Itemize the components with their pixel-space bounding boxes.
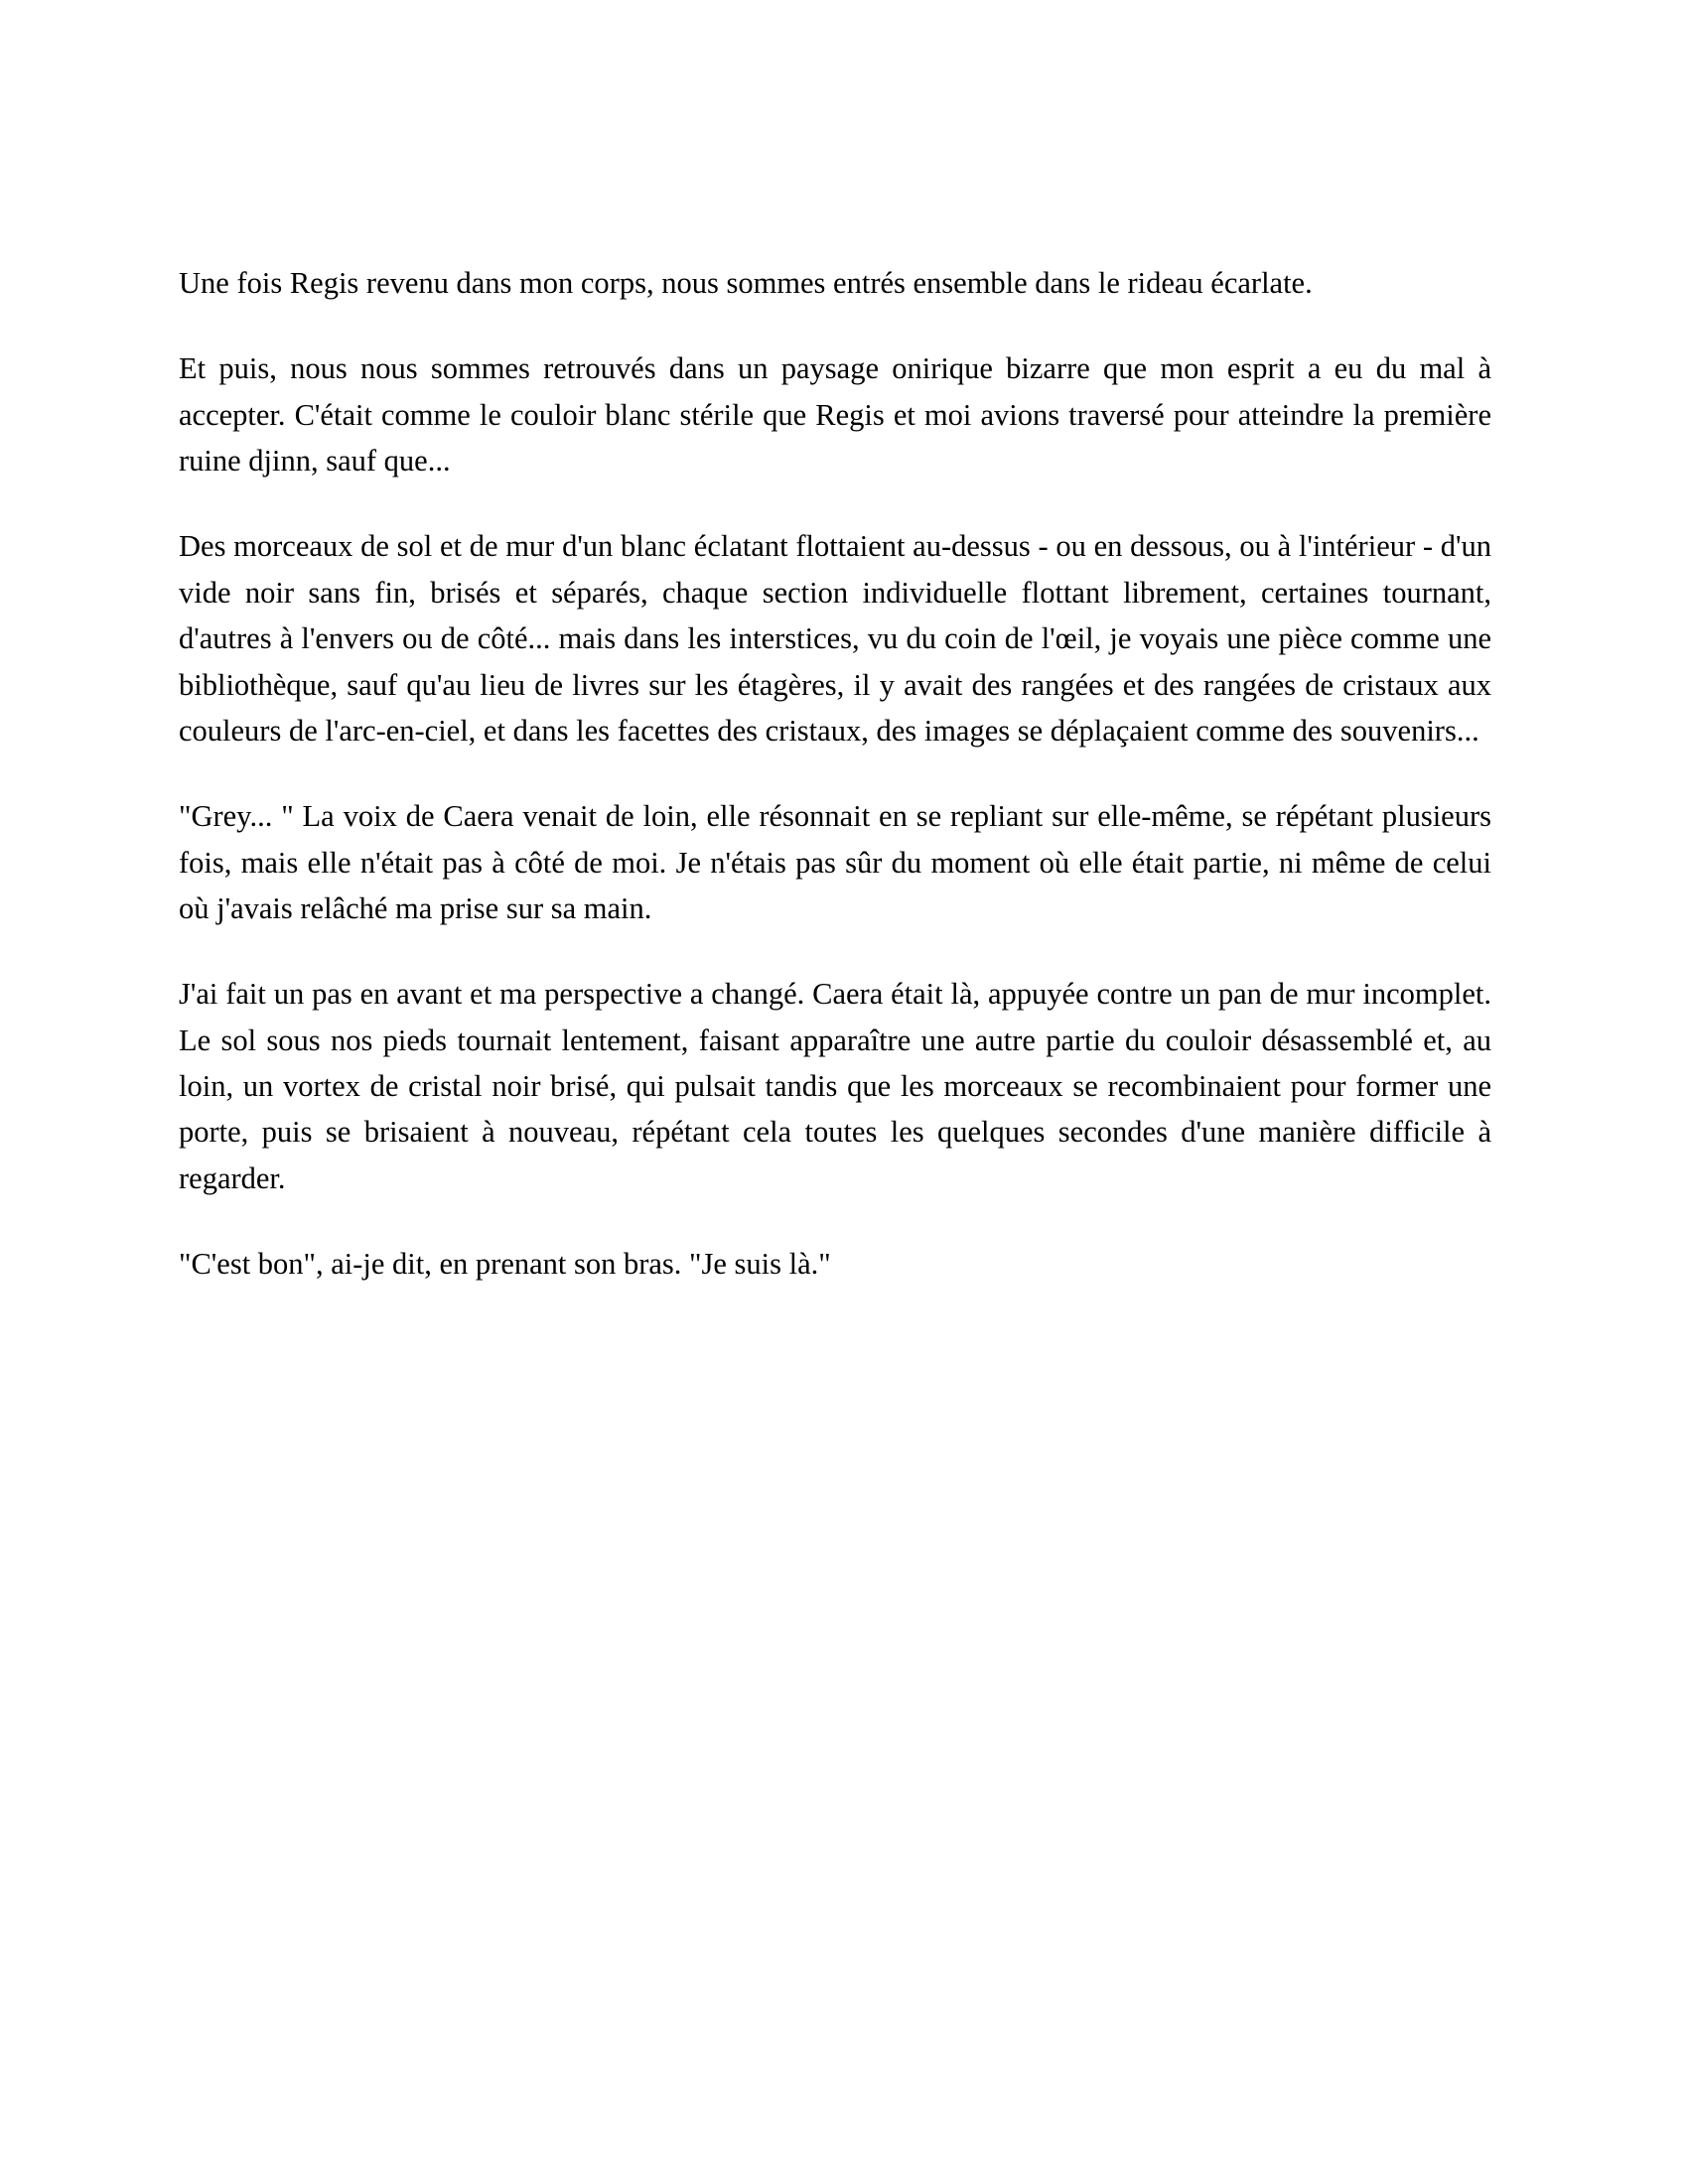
paragraph: J'ai fait un pas en avant et ma perspective a changé. Caera était là, appuyée contre un pan de mur incomplet. Le sol sous nos pieds tournait lentement, faisant apparaître une autre partie du couloir désassemblé et, au loin, un vortex de cristal noir brisé, qui pulsait tandis que les morceaux se recombinaient pour former une porte, puis se brisaient à nouveau, répétant cela toutes les quelques secondes d'une manière difficile à regarder. [179, 977, 1491, 1195]
paragraph: Une fois Regis revenu dans mon corps, nous sommes entrés ensemble dans le rideau écarlate. [179, 266, 1313, 300]
paragraph: "Grey... " La voix de Caera venait de loin, elle résonnait en se repliant sur elle-même, se répétant plusieurs fois, mais elle n'était pas à côté de moi. Je n'étais pas sûr du moment où elle était partie, ni même de celui où j'avais relâché ma prise sur sa main. [179, 799, 1491, 925]
paragraph: "C'est bon", ai-je dit, en prenant son bras. "Je suis là." [179, 1247, 831, 1282]
document-body [179, 260, 1491, 1287]
paragraph: Des morceaux de sol et de mur d'un blanc éclatant flottaient au-dessus - ou en dessous, ou à l'intérieur - d'un vide noir sans fin, brisés et séparés, chaque section individuelle flottant librement, certaines tournant, d'autres à l'envers ou de côté... mais dans les interstices, vu du coin de l'œil, je voyais une pièce comme une bibliothèque, sauf qu'au lieu de livres sur les étagères, il y avait des rangées et des rangées de cristaux aux couleurs de l'arc-en-ciel, et dans les facettes des cristaux, des images se déplaçaient comme des souvenirs... [179, 529, 1491, 748]
paragraph: Et puis, nous nous sommes retrouvés dans un paysage onirique bizarre que mon esprit a eu du mal à accepter. C'était comme le couloir blanc stérile que Regis et moi avions traversé pour atteindre la première ruine djinn, sauf que... [179, 351, 1491, 478]
